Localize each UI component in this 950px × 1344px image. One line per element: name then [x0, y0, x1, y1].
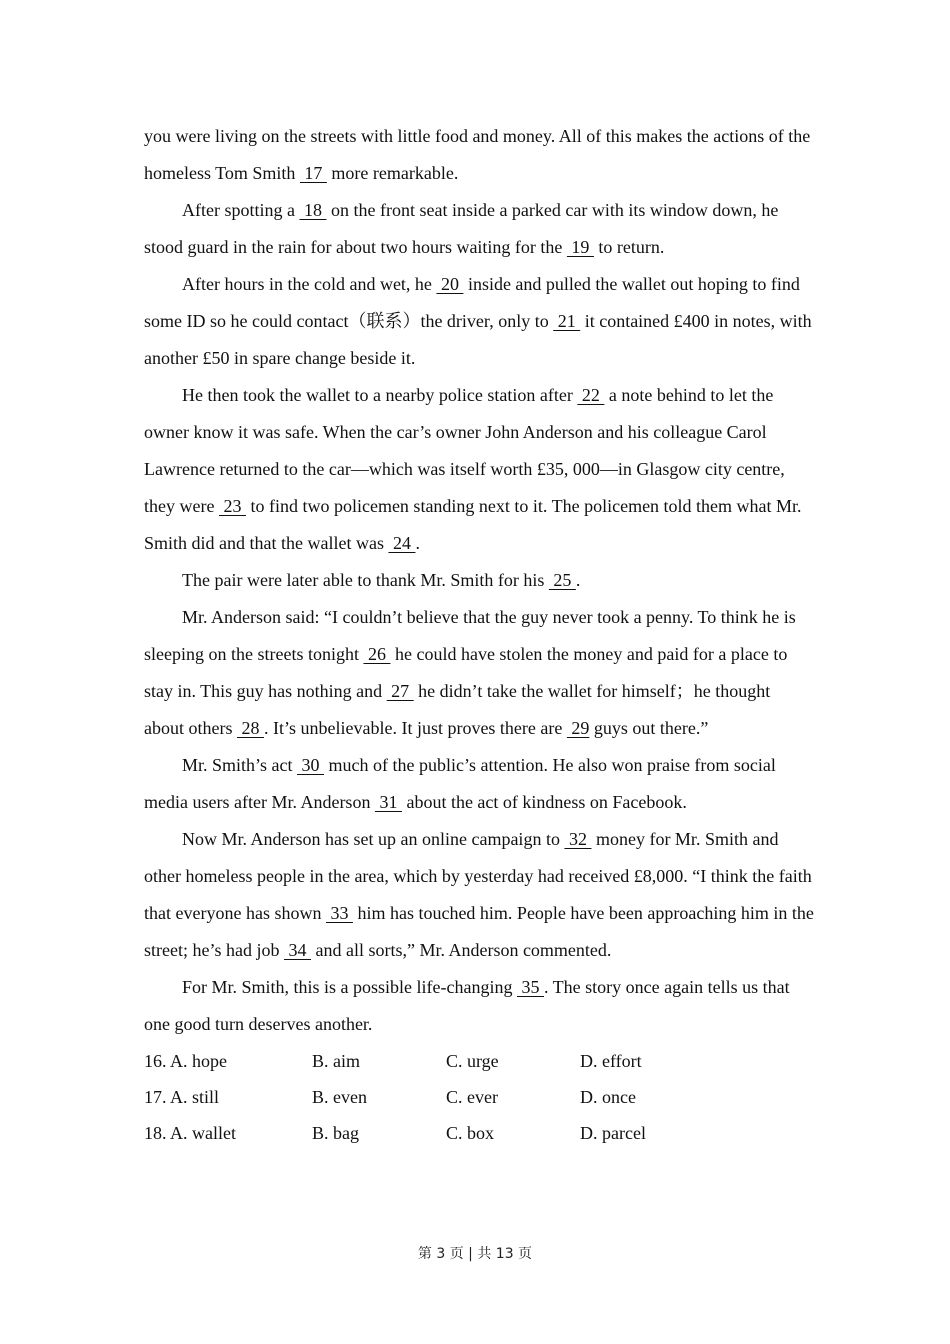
text: money for Mr. Smith and other homeless people in the area, which by yesterday had received £8,000. “I think the faith that everyone has shown: [144, 829, 812, 923]
blank-18: 18: [299, 200, 327, 220]
paragraph-8: [144, 821, 814, 969]
text: to find two policemen standing next to it. The policemen told them what Mr. Smith did and that the wallet was: [144, 496, 802, 553]
text: to return.: [593, 237, 665, 257]
blank-19: 19: [566, 237, 594, 257]
text: and all sorts,” Mr. Anderson commented.: [310, 940, 612, 960]
text: him has touched him. People have been approaching him in the street; he’s had job: [144, 903, 814, 960]
blank-35: 35: [517, 977, 544, 997]
text: . It’s unbelievable. It just proves there are: [263, 718, 567, 738]
blank-29: 29: [566, 718, 590, 738]
option-c: C. box: [446, 1123, 495, 1143]
blank-21: 21: [553, 311, 581, 331]
option-b: B. even: [312, 1087, 367, 1107]
option-a: 16. A. hope: [144, 1051, 227, 1071]
option-c: C. ever: [446, 1087, 498, 1107]
text: about the act of kindness on Facebook.: [401, 792, 687, 812]
text: you were living on the streets with little food and money. All of this makes the actions of the homeless Tom Smith: [144, 126, 811, 183]
blank-33: 33: [325, 903, 353, 923]
text: . The story once again tells us that one good turn deserves another.: [144, 977, 790, 1034]
paragraph-9: [144, 969, 814, 1043]
text: He then took the wallet to a nearby police station after: [182, 385, 578, 405]
paragraph-2: [144, 192, 814, 266]
text: .: [415, 533, 420, 553]
option-d: D. parcel: [580, 1123, 646, 1143]
text: .: [575, 570, 581, 590]
blank-24: 24: [388, 533, 416, 553]
option-b: B. aim: [312, 1051, 360, 1071]
paragraph-6: [144, 599, 814, 747]
option-row-17: [144, 1079, 814, 1115]
paragraph-4: [144, 377, 814, 562]
paragraph-5: [144, 562, 814, 599]
text: more remarkable.: [326, 163, 459, 183]
option-c: C. urge: [446, 1051, 499, 1071]
blank-26: 26: [363, 644, 391, 664]
blank-17: 17: [299, 163, 327, 183]
blank-22: 22: [577, 385, 605, 405]
paragraph-3: [144, 266, 814, 377]
blank-20: 20: [436, 274, 464, 294]
option-a: 18. A. wallet: [144, 1123, 236, 1143]
blank-32: 32: [564, 829, 592, 849]
option-d: D. effort: [580, 1051, 642, 1071]
text: Mr. Anderson said: “I couldn’t believe that the guy never took a penny. To think he is sleeping on the streets tonight: [144, 607, 796, 664]
option-d: D. once: [580, 1087, 636, 1107]
text: For Mr. Smith, this is a possible life-changing: [182, 977, 517, 997]
blank-31: 31: [374, 792, 402, 812]
document-page: [144, 118, 814, 1151]
text: After hours in the cold and wet, he: [182, 274, 437, 294]
text: inside and pulled the wallet out hoping to find some ID so he could contact（联系）the driver, only to: [144, 274, 800, 331]
text: Mr. Smith’s act: [182, 755, 298, 775]
text: it contained £400 in notes, with another £50 in spare change beside it.: [144, 311, 812, 368]
text: The pair were later able to thank Mr. Smith for his: [182, 570, 549, 590]
blank-28: 28: [236, 718, 264, 738]
text: Now Mr. Anderson has set up an online campaign to: [182, 829, 565, 849]
paragraph-1: [144, 118, 814, 192]
blank-27: 27: [386, 681, 414, 701]
text: he could have stolen the money and paid for a place to stay in. This guy has nothing and: [144, 644, 788, 701]
paragraph-7: [144, 747, 814, 821]
text: After spotting a: [182, 200, 300, 220]
blank-25: 25: [548, 570, 576, 590]
text: he didn’t take the wallet for himself；he thought about others: [144, 681, 771, 738]
blank-34: 34: [283, 940, 311, 960]
text: much of the public’s attention. He also won praise from social media users after Mr. Anderson: [144, 755, 776, 812]
option-row-16: [144, 1043, 814, 1079]
option-row-18: [144, 1115, 814, 1151]
blank-30: 30: [297, 755, 325, 775]
page-footer: 第 3 页 | 共 13 页: [417, 1246, 533, 1262]
option-b: B. bag: [312, 1123, 359, 1143]
blank-23: 23: [218, 496, 246, 516]
text: guys out there.”: [589, 718, 709, 738]
text: a note behind to let the owner know it was safe. When the car’s owner John Anderson and his colleague Carol Lawrence returned to the car—which was itself worth £35, 000—in Glasgow city centre, they were: [144, 385, 785, 516]
option-a: 17. A. still: [144, 1087, 220, 1107]
answer-options: [144, 1043, 814, 1151]
text: on the front seat inside a parked car with its window down, he stood guard in the rain for about two hours waiting for the: [144, 200, 779, 257]
